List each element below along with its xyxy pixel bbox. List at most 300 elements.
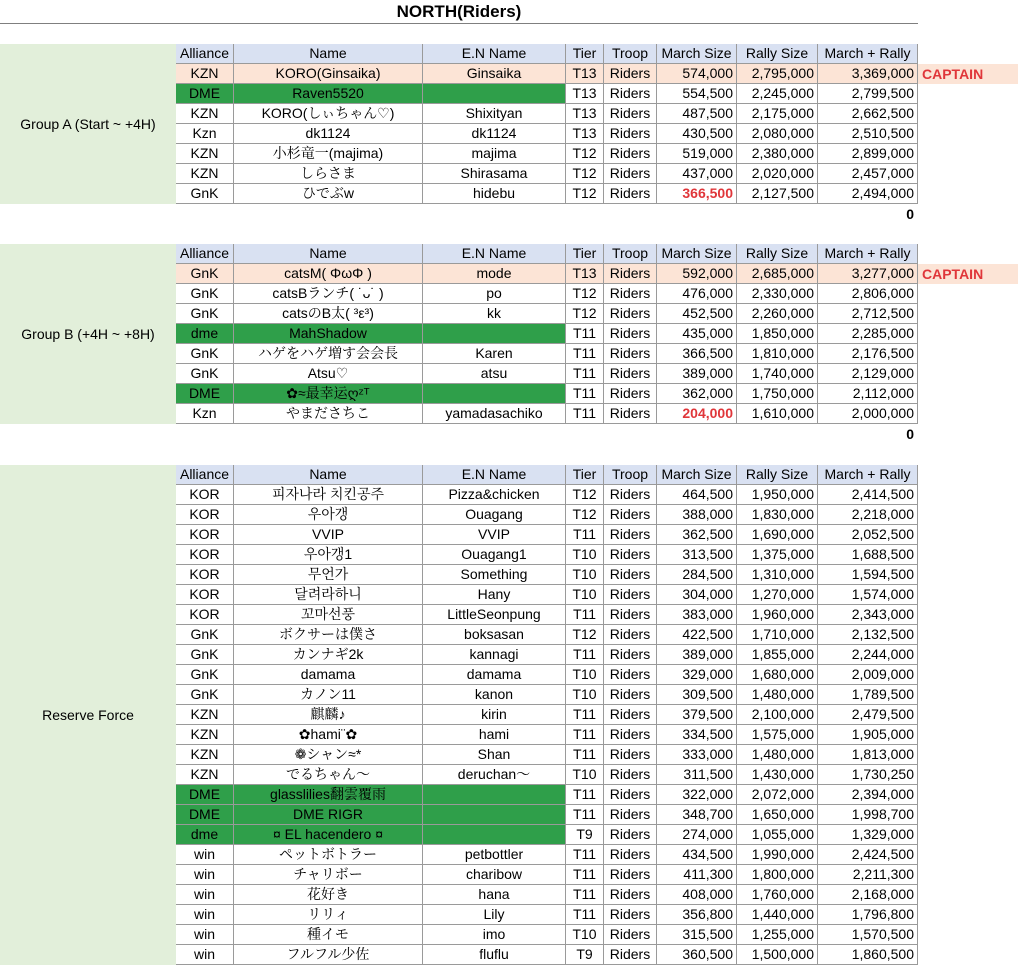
cell-march[interactable]: 554,500 — [657, 84, 737, 104]
cell-name[interactable]: damama — [234, 665, 423, 685]
cell-en[interactable]: Shirasama — [423, 164, 566, 184]
cell-troop[interactable]: Riders — [604, 144, 657, 164]
cell-march[interactable]: 366,500 — [657, 184, 737, 204]
column-header[interactable]: Tier — [566, 44, 604, 64]
cell-alliance[interactable]: KZN — [176, 765, 234, 785]
cell-alliance[interactable]: Kzn — [176, 404, 234, 424]
cell-name[interactable]: 花好き — [234, 885, 423, 905]
cell-tier[interactable]: T9 — [566, 825, 604, 845]
cell-total[interactable]: 2,424,500 — [818, 845, 918, 865]
cell-en[interactable]: deruchan〜 — [423, 765, 566, 785]
cell-march[interactable]: 464,500 — [657, 485, 737, 505]
cell-alliance[interactable]: win — [176, 905, 234, 925]
cell-name[interactable]: 우아갱1 — [234, 545, 423, 565]
cell-march[interactable]: 487,500 — [657, 104, 737, 124]
cell-rally[interactable]: 1,255,000 — [737, 925, 818, 945]
cell-tier[interactable]: T10 — [566, 565, 604, 585]
cell-en[interactable]: hami — [423, 725, 566, 745]
cell-alliance[interactable]: KZN — [176, 144, 234, 164]
cell-troop[interactable]: Riders — [604, 645, 657, 665]
cell-en[interactable]: Lily — [423, 905, 566, 925]
cell-rally[interactable]: 1,500,000 — [737, 945, 818, 965]
cell-troop[interactable]: Riders — [604, 64, 657, 84]
cell-name[interactable]: でるちゃん〜 — [234, 765, 423, 785]
cell-tier[interactable]: T11 — [566, 785, 604, 805]
cell-total[interactable]: 2,009,000 — [818, 665, 918, 685]
cell-march[interactable]: 592,000 — [657, 264, 737, 284]
cell-name[interactable]: カンナギ2k — [234, 645, 423, 665]
cell-en[interactable]: Shan — [423, 745, 566, 765]
cell-rally[interactable]: 1,430,000 — [737, 765, 818, 785]
column-header[interactable]: Troop — [604, 44, 657, 64]
cell-alliance[interactable]: dme — [176, 825, 234, 845]
cell-march[interactable]: 348,700 — [657, 805, 737, 825]
cell-march[interactable]: 379,500 — [657, 705, 737, 725]
column-header[interactable]: March + Rally — [818, 44, 918, 64]
cell-en[interactable]: hidebu — [423, 184, 566, 204]
cell-rally[interactable]: 2,245,000 — [737, 84, 818, 104]
cell-alliance[interactable]: KZN — [176, 64, 234, 84]
cell-total[interactable]: 2,510,500 — [818, 124, 918, 144]
cell-march[interactable]: 315,500 — [657, 925, 737, 945]
cell-rally[interactable]: 1,950,000 — [737, 485, 818, 505]
cell-en[interactable]: majima — [423, 144, 566, 164]
cell-tier[interactable]: T10 — [566, 925, 604, 945]
cell-march[interactable]: 366,500 — [657, 344, 737, 364]
cell-rally[interactable]: 1,740,000 — [737, 364, 818, 384]
cell-troop[interactable]: Riders — [604, 485, 657, 505]
cell-alliance[interactable]: DME — [176, 785, 234, 805]
cell-march[interactable]: 313,500 — [657, 545, 737, 565]
column-header[interactable]: March Size — [657, 465, 737, 485]
cell-rally[interactable]: 1,855,000 — [737, 645, 818, 665]
cell-total[interactable]: 2,218,000 — [818, 505, 918, 525]
cell-alliance[interactable]: KZN — [176, 104, 234, 124]
cell-troop[interactable]: Riders — [604, 905, 657, 925]
cell-en[interactable]: fluflu — [423, 945, 566, 965]
cell-tier[interactable]: T9 — [566, 945, 604, 965]
cell-march[interactable]: 333,000 — [657, 745, 737, 765]
cell-en[interactable]: atsu — [423, 364, 566, 384]
cell-rally[interactable]: 1,680,000 — [737, 665, 818, 685]
cell-tier[interactable]: T12 — [566, 485, 604, 505]
cell-total[interactable]: 1,329,000 — [818, 825, 918, 845]
cell-troop[interactable]: Riders — [604, 284, 657, 304]
column-header[interactable]: Troop — [604, 465, 657, 485]
cell-rally[interactable]: 2,330,000 — [737, 284, 818, 304]
cell-name[interactable]: catsBランチ( ˙ᴗ˙ ) — [234, 284, 423, 304]
cell-rally[interactable]: 1,810,000 — [737, 344, 818, 364]
cell-tier[interactable]: T12 — [566, 304, 604, 324]
column-header[interactable]: Alliance — [176, 44, 234, 64]
cell-en[interactable]: LittleSeonpung — [423, 605, 566, 625]
cell-tier[interactable]: T11 — [566, 344, 604, 364]
cell-name[interactable]: ボクサーは僕さ — [234, 625, 423, 645]
cell-troop[interactable]: Riders — [604, 344, 657, 364]
cell-name[interactable]: 무언가 — [234, 565, 423, 585]
cell-troop[interactable]: Riders — [604, 304, 657, 324]
cell-en[interactable]: kanon — [423, 685, 566, 705]
cell-tier[interactable]: T11 — [566, 404, 604, 424]
cell-total[interactable]: 1,574,000 — [818, 585, 918, 605]
cell-march[interactable]: 356,800 — [657, 905, 737, 925]
cell-alliance[interactable]: GnK — [176, 364, 234, 384]
column-header[interactable]: Name — [234, 244, 423, 264]
cell-alliance[interactable]: KZN — [176, 745, 234, 765]
cell-en[interactable]: charibow — [423, 865, 566, 885]
cell-name[interactable]: 꼬마선풍 — [234, 605, 423, 625]
cell-alliance[interactable]: KOR — [176, 605, 234, 625]
cell-name[interactable]: 피자나라 치킨공주 — [234, 485, 423, 505]
cell-tier[interactable]: T11 — [566, 845, 604, 865]
column-header[interactable]: E.N Name — [423, 244, 566, 264]
cell-march[interactable]: 388,000 — [657, 505, 737, 525]
column-header[interactable]: Alliance — [176, 465, 234, 485]
cell-name[interactable]: glasslilies翻雲覆雨 — [234, 785, 423, 805]
column-header[interactable]: E.N Name — [423, 44, 566, 64]
cell-alliance[interactable]: GnK — [176, 344, 234, 364]
cell-rally[interactable]: 1,480,000 — [737, 685, 818, 705]
cell-total[interactable]: 1,594,500 — [818, 565, 918, 585]
cell-en[interactable]: Hany — [423, 585, 566, 605]
cell-name[interactable]: フルフル少佐 — [234, 945, 423, 965]
cell-alliance[interactable]: GnK — [176, 284, 234, 304]
cell-total[interactable]: 2,176,500 — [818, 344, 918, 364]
column-header[interactable]: Tier — [566, 465, 604, 485]
cell-rally[interactable]: 1,990,000 — [737, 845, 818, 865]
cell-total[interactable]: 1,813,000 — [818, 745, 918, 765]
cell-tier[interactable]: T11 — [566, 805, 604, 825]
cell-troop[interactable]: Riders — [604, 925, 657, 945]
cell-name[interactable]: 種イモ — [234, 925, 423, 945]
cell-tier[interactable]: T12 — [566, 505, 604, 525]
cell-tier[interactable]: T11 — [566, 364, 604, 384]
cell-name[interactable]: KORO(しぃちゃん♡) — [234, 104, 423, 124]
cell-alliance[interactable]: KZN — [176, 725, 234, 745]
cell-tier[interactable]: T11 — [566, 725, 604, 745]
cell-en[interactable] — [423, 825, 566, 845]
cell-name[interactable]: ハゲをハゲ増す会会長 — [234, 344, 423, 364]
cell-march[interactable]: 422,500 — [657, 625, 737, 645]
cell-alliance[interactable]: DME — [176, 384, 234, 404]
column-header[interactable]: Alliance — [176, 244, 234, 264]
cell-total[interactable]: 2,343,000 — [818, 605, 918, 625]
cell-troop[interactable]: Riders — [604, 605, 657, 625]
cell-march[interactable]: 411,300 — [657, 865, 737, 885]
cell-name[interactable]: ✿hami¨✿ — [234, 725, 423, 745]
cell-alliance[interactable]: win — [176, 885, 234, 905]
cell-march[interactable]: 304,000 — [657, 585, 737, 605]
cell-total[interactable]: 2,662,500 — [818, 104, 918, 124]
cell-en[interactable]: kk — [423, 304, 566, 324]
cell-rally[interactable]: 1,850,000 — [737, 324, 818, 344]
cell-total[interactable]: 1,688,500 — [818, 545, 918, 565]
column-header[interactable]: March Size — [657, 244, 737, 264]
cell-troop[interactable]: Riders — [604, 945, 657, 965]
cell-name[interactable]: catsM( ΦωΦ ) — [234, 264, 423, 284]
cell-tier[interactable]: T13 — [566, 264, 604, 284]
cell-rally[interactable]: 2,175,000 — [737, 104, 818, 124]
cell-name[interactable]: 小杉竜一(majima) — [234, 144, 423, 164]
cell-troop[interactable]: Riders — [604, 785, 657, 805]
cell-march[interactable]: 430,500 — [657, 124, 737, 144]
cell-march[interactable]: 204,000 — [657, 404, 737, 424]
cell-en[interactable] — [423, 84, 566, 104]
cell-troop[interactable]: Riders — [604, 685, 657, 705]
cell-rally[interactable]: 1,710,000 — [737, 625, 818, 645]
cell-tier[interactable]: T11 — [566, 605, 604, 625]
column-header[interactable]: March + Rally — [818, 465, 918, 485]
cell-total[interactable]: 3,277,000 — [818, 264, 918, 284]
cell-name[interactable]: Raven5520 — [234, 84, 423, 104]
cell-rally[interactable]: 1,270,000 — [737, 585, 818, 605]
cell-total[interactable]: 1,570,500 — [818, 925, 918, 945]
cell-march[interactable]: 362,500 — [657, 525, 737, 545]
cell-march[interactable]: 408,000 — [657, 885, 737, 905]
cell-rally[interactable]: 2,080,000 — [737, 124, 818, 144]
cell-en[interactable]: hana — [423, 885, 566, 905]
cell-troop[interactable]: Riders — [604, 585, 657, 605]
cell-troop[interactable]: Riders — [604, 825, 657, 845]
cell-tier[interactable]: T11 — [566, 525, 604, 545]
column-header[interactable]: March Size — [657, 44, 737, 64]
cell-name[interactable]: ひでぶw — [234, 184, 423, 204]
cell-en[interactable]: dk1124 — [423, 124, 566, 144]
cell-alliance[interactable]: win — [176, 945, 234, 965]
cell-tier[interactable]: T13 — [566, 84, 604, 104]
cell-alliance[interactable]: GnK — [176, 665, 234, 685]
cell-tier[interactable]: T11 — [566, 885, 604, 905]
cell-name[interactable]: ❁シャン≈* — [234, 745, 423, 765]
cell-total[interactable]: 2,244,000 — [818, 645, 918, 665]
cell-troop[interactable]: Riders — [604, 725, 657, 745]
cell-name[interactable]: MahShadow — [234, 324, 423, 344]
cell-tier[interactable]: T11 — [566, 324, 604, 344]
cell-march[interactable]: 309,500 — [657, 685, 737, 705]
cell-en[interactable]: kannagi — [423, 645, 566, 665]
cell-troop[interactable]: Riders — [604, 264, 657, 284]
cell-tier[interactable]: T12 — [566, 284, 604, 304]
cell-rally[interactable]: 1,575,000 — [737, 725, 818, 745]
cell-name[interactable]: 麒麟♪ — [234, 705, 423, 725]
cell-rally[interactable]: 1,800,000 — [737, 865, 818, 885]
cell-alliance[interactable]: GnK — [176, 264, 234, 284]
cell-march[interactable]: 360,500 — [657, 945, 737, 965]
cell-troop[interactable]: Riders — [604, 164, 657, 184]
cell-march[interactable]: 322,000 — [657, 785, 737, 805]
cell-tier[interactable]: T13 — [566, 104, 604, 124]
cell-tier[interactable]: T12 — [566, 184, 604, 204]
cell-alliance[interactable]: GnK — [176, 625, 234, 645]
group-total[interactable]: 0 — [906, 426, 914, 442]
cell-alliance[interactable]: KOR — [176, 585, 234, 605]
cell-troop[interactable]: Riders — [604, 765, 657, 785]
cell-tier[interactable]: T10 — [566, 545, 604, 565]
cell-tier[interactable]: T11 — [566, 705, 604, 725]
cell-march[interactable]: 311,500 — [657, 765, 737, 785]
cell-rally[interactable]: 1,310,000 — [737, 565, 818, 585]
cell-rally[interactable]: 1,760,000 — [737, 885, 818, 905]
cell-tier[interactable]: T10 — [566, 685, 604, 705]
cell-troop[interactable]: Riders — [604, 404, 657, 424]
cell-en[interactable]: imo — [423, 925, 566, 945]
cell-name[interactable]: 우아갱 — [234, 505, 423, 525]
cell-troop[interactable]: Riders — [604, 705, 657, 725]
cell-total[interactable]: 2,799,500 — [818, 84, 918, 104]
cell-en[interactable]: petbottler — [423, 845, 566, 865]
cell-total[interactable]: 2,129,000 — [818, 364, 918, 384]
cell-rally[interactable]: 1,960,000 — [737, 605, 818, 625]
cell-tier[interactable]: T12 — [566, 164, 604, 184]
cell-total[interactable]: 2,394,000 — [818, 785, 918, 805]
cell-troop[interactable]: Riders — [604, 84, 657, 104]
cell-total[interactable]: 1,730,250 — [818, 765, 918, 785]
cell-tier[interactable]: T13 — [566, 64, 604, 84]
cell-en[interactable]: mode — [423, 264, 566, 284]
cell-rally[interactable]: 2,260,000 — [737, 304, 818, 324]
cell-alliance[interactable]: GnK — [176, 645, 234, 665]
cell-rally[interactable]: 1,690,000 — [737, 525, 818, 545]
cell-march[interactable]: 362,000 — [657, 384, 737, 404]
cell-total[interactable]: 2,000,000 — [818, 404, 918, 424]
cell-en[interactable]: Ouagang1 — [423, 545, 566, 565]
cell-troop[interactable]: Riders — [604, 885, 657, 905]
cell-troop[interactable]: Riders — [604, 665, 657, 685]
cell-name[interactable]: DME RIGR — [234, 805, 423, 825]
cell-total[interactable]: 1,796,800 — [818, 905, 918, 925]
cell-total[interactable]: 1,905,000 — [818, 725, 918, 745]
cell-total[interactable]: 2,285,000 — [818, 324, 918, 344]
cell-troop[interactable]: Riders — [604, 324, 657, 344]
cell-en[interactable]: damama — [423, 665, 566, 685]
cell-alliance[interactable]: win — [176, 925, 234, 945]
cell-rally[interactable]: 1,055,000 — [737, 825, 818, 845]
cell-en[interactable]: kirin — [423, 705, 566, 725]
cell-name[interactable]: ¤ EL hacendero ¤ — [234, 825, 423, 845]
column-header[interactable]: Name — [234, 465, 423, 485]
cell-troop[interactable]: Riders — [604, 565, 657, 585]
cell-alliance[interactable]: KOR — [176, 505, 234, 525]
cell-total[interactable]: 2,806,000 — [818, 284, 918, 304]
cell-total[interactable]: 2,414,500 — [818, 485, 918, 505]
cell-alliance[interactable]: dme — [176, 324, 234, 344]
cell-troop[interactable]: Riders — [604, 805, 657, 825]
cell-rally[interactable]: 2,380,000 — [737, 144, 818, 164]
cell-rally[interactable]: 1,830,000 — [737, 505, 818, 525]
cell-rally[interactable]: 1,375,000 — [737, 545, 818, 565]
cell-rally[interactable]: 2,795,000 — [737, 64, 818, 84]
cell-march[interactable]: 284,500 — [657, 565, 737, 585]
cell-march[interactable]: 476,000 — [657, 284, 737, 304]
cell-march[interactable]: 329,000 — [657, 665, 737, 685]
cell-tier[interactable]: T12 — [566, 144, 604, 164]
cell-alliance[interactable]: KOR — [176, 565, 234, 585]
column-header[interactable]: Rally Size — [737, 44, 818, 64]
cell-alliance[interactable]: win — [176, 865, 234, 885]
cell-rally[interactable]: 1,750,000 — [737, 384, 818, 404]
cell-alliance[interactable]: DME — [176, 84, 234, 104]
cell-tier[interactable]: T10 — [566, 765, 604, 785]
cell-march[interactable]: 519,000 — [657, 144, 737, 164]
cell-rally[interactable]: 1,440,000 — [737, 905, 818, 925]
cell-total[interactable]: 2,457,000 — [818, 164, 918, 184]
cell-name[interactable]: カノン11 — [234, 685, 423, 705]
cell-tier[interactable]: T12 — [566, 625, 604, 645]
cell-en[interactable]: Shixityan — [423, 104, 566, 124]
cell-en[interactable]: Something — [423, 565, 566, 585]
cell-en[interactable] — [423, 384, 566, 404]
cell-troop[interactable]: Riders — [604, 845, 657, 865]
group-total[interactable]: 0 — [906, 206, 914, 222]
cell-troop[interactable]: Riders — [604, 505, 657, 525]
cell-troop[interactable]: Riders — [604, 104, 657, 124]
cell-troop[interactable]: Riders — [604, 625, 657, 645]
cell-alliance[interactable]: KOR — [176, 545, 234, 565]
cell-march[interactable]: 389,000 — [657, 364, 737, 384]
cell-alliance[interactable]: GnK — [176, 685, 234, 705]
cell-march[interactable]: 452,500 — [657, 304, 737, 324]
cell-total[interactable]: 2,132,500 — [818, 625, 918, 645]
column-header[interactable]: E.N Name — [423, 465, 566, 485]
cell-alliance[interactable]: win — [176, 845, 234, 865]
cell-total[interactable]: 2,899,000 — [818, 144, 918, 164]
cell-total[interactable]: 1,860,500 — [818, 945, 918, 965]
cell-alliance[interactable]: KZN — [176, 705, 234, 725]
cell-tier[interactable]: T11 — [566, 645, 604, 665]
cell-name[interactable]: やまださちこ — [234, 404, 423, 424]
cell-name[interactable]: リリィ — [234, 905, 423, 925]
cell-alliance[interactable]: GnK — [176, 184, 234, 204]
cell-tier[interactable]: T11 — [566, 865, 604, 885]
cell-en[interactable] — [423, 785, 566, 805]
cell-alliance[interactable]: KOR — [176, 525, 234, 545]
cell-en[interactable]: Ouagang — [423, 505, 566, 525]
cell-en[interactable]: po — [423, 284, 566, 304]
cell-total[interactable]: 1,789,500 — [818, 685, 918, 705]
cell-name[interactable]: ✿≈最幸运ღᶻᵀ — [234, 384, 423, 404]
cell-tier[interactable]: T11 — [566, 384, 604, 404]
cell-total[interactable]: 2,479,500 — [818, 705, 918, 725]
cell-troop[interactable]: Riders — [604, 545, 657, 565]
cell-name[interactable]: チャリボー — [234, 865, 423, 885]
cell-total[interactable]: 1,998,700 — [818, 805, 918, 825]
cell-name[interactable]: Atsu♡ — [234, 364, 423, 384]
cell-rally[interactable]: 1,610,000 — [737, 404, 818, 424]
cell-alliance[interactable]: KZN — [176, 164, 234, 184]
cell-total[interactable]: 2,494,000 — [818, 184, 918, 204]
cell-troop[interactable]: Riders — [604, 745, 657, 765]
cell-rally[interactable]: 2,072,000 — [737, 785, 818, 805]
column-header[interactable]: March + Rally — [818, 244, 918, 264]
cell-total[interactable]: 2,052,500 — [818, 525, 918, 545]
cell-tier[interactable]: T10 — [566, 665, 604, 685]
cell-rally[interactable]: 2,127,500 — [737, 184, 818, 204]
cell-total[interactable]: 2,211,300 — [818, 865, 918, 885]
cell-name[interactable]: catsのB太( ³ε³) — [234, 304, 423, 324]
cell-troop[interactable]: Riders — [604, 525, 657, 545]
column-header[interactable]: Rally Size — [737, 465, 818, 485]
cell-name[interactable]: VVIP — [234, 525, 423, 545]
cell-march[interactable]: 434,500 — [657, 845, 737, 865]
cell-troop[interactable]: Riders — [604, 384, 657, 404]
cell-rally[interactable]: 2,100,000 — [737, 705, 818, 725]
cell-en[interactable]: Ginsaika — [423, 64, 566, 84]
cell-alliance[interactable]: Kzn — [176, 124, 234, 144]
cell-name[interactable]: ペットボトラー — [234, 845, 423, 865]
column-header[interactable]: Name — [234, 44, 423, 64]
cell-en[interactable] — [423, 324, 566, 344]
cell-total[interactable]: 2,712,500 — [818, 304, 918, 324]
